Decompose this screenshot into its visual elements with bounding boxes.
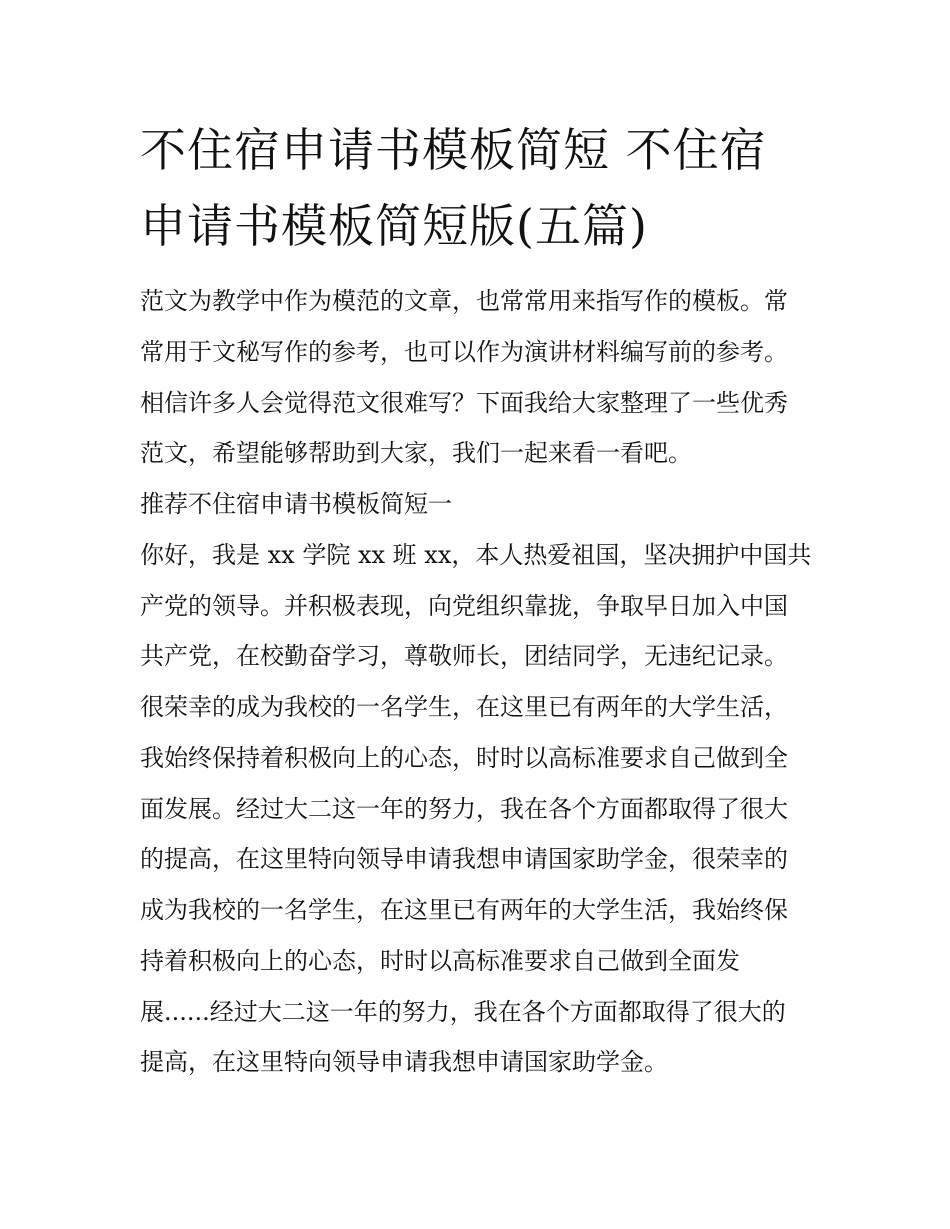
paragraph-line: 面发展。经过大二这一年的努力，我在各个方面都取得了很大 <box>140 794 788 823</box>
paragraph-line: 持着积极向上的心态，时时以高标准要求自己做到全面发 <box>140 946 740 975</box>
intro-line: 常用于文秘写作的参考，也可以作为演讲材料编写前的参考。 <box>140 337 788 366</box>
document-body <box>140 276 820 1088</box>
paragraph-line: 我始终保持着积极向上的心态，时时以高标准要求自己做到全 <box>140 743 788 772</box>
paragraph-line: 展......经过大二这一年的努力，我在各个方面都取得了很大的 <box>140 997 786 1026</box>
paragraph-line: 提高，在这里特向领导申请我想申请国家助学金。 <box>140 1048 668 1077</box>
paragraph-line: 产党的领导。并积极表现，向党组织靠拢，争取早日加入中国 <box>140 591 788 620</box>
intro-line: 相信许多人会觉得范文很难写？下面我给大家整理了一些优秀 <box>140 388 788 417</box>
intro-line: 范文，希望能够帮助到大家，我们一起来看一看吧。 <box>140 439 692 468</box>
document-title <box>140 112 820 264</box>
paragraph-line: 的提高，在这里特向领导申请我想申请国家助学金，很荣幸的 <box>140 845 788 874</box>
paragraph-line: 共产党，在校勤奋学习，尊敬师长，团结同学，无违纪记录。 <box>140 642 788 671</box>
paragraph-line: 很荣幸的成为我校的一名学生，在这里已有两年的大学生活， <box>140 693 788 721</box>
intro-line: 范文为教学中作为模范的文章，也常常用来指写作的模板。常 <box>140 287 788 315</box>
paragraph-line: 成为我校的一名学生，在这里已有两年的大学生活，我始终保 <box>140 896 788 924</box>
section-heading: 推荐不住宿申请书模板简短一 <box>140 490 452 518</box>
title-line-1: 不住宿申请书模板简短 不住宿 <box>140 123 767 177</box>
title-line-2: 申请书模板简短版(五篇) <box>140 199 648 253</box>
paragraph-line: 你好，我是 xx 学院 xx 班 xx，本人热爱祖国，坚决拥护中国共 <box>140 540 812 569</box>
